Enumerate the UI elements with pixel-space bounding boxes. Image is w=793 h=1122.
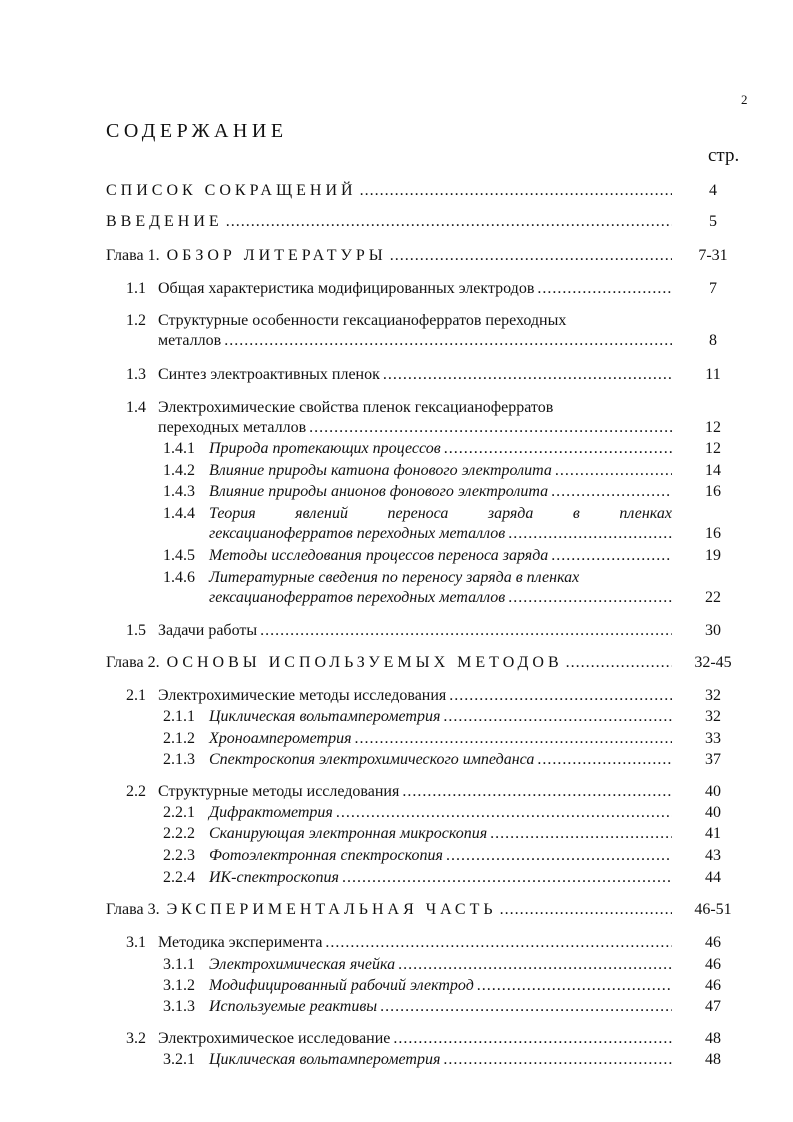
entry-page: 4: [709, 182, 717, 199]
toc-entry-1-4-5: [163, 546, 743, 566]
toc-entry-1-4: [126, 398, 743, 438]
section-number: 3.1.1: [163, 956, 195, 973]
chapter-prefix: Глава 3.: [106, 901, 160, 918]
section-number: 3.2: [126, 1030, 146, 1047]
entry-title: ИК-спектроскопия: [209, 869, 339, 886]
title-word: переноса: [387, 505, 449, 522]
leader-dots: [383, 365, 672, 385]
entry-page: 43: [705, 847, 721, 864]
leader-dots: [551, 546, 672, 566]
leader-dots: [444, 439, 672, 459]
toc-entry-chapter-1: [106, 246, 743, 266]
entry-title-line-2: металлов: [158, 332, 222, 349]
toc-entry-2-1-2: [163, 729, 743, 749]
entry-title-line-1: Литературные сведения по переносу заряда в пленках: [209, 569, 580, 586]
toc-entry-2-2-4: [163, 868, 743, 888]
leader-dots: [355, 729, 672, 749]
title-word: пленках: [619, 505, 672, 522]
leader-dots: [393, 1029, 672, 1049]
toc-entry-1-2: [126, 311, 743, 351]
entry-title-line-2: гексацианоферратов переходных металлов: [209, 525, 506, 542]
section-number: 3.1.3: [163, 998, 195, 1015]
chapter-prefix: Глава 1.: [106, 247, 160, 264]
entry-title: Влияние природы анионов фонового электролита: [209, 483, 549, 500]
section-number: 1.4.3: [163, 483, 195, 500]
entry-title: СПИСОК СОКРАЩЕНИЙ: [106, 182, 357, 199]
leader-dots: [309, 418, 672, 438]
section-number: 2.1.2: [163, 730, 195, 747]
section-number: 1.3: [126, 366, 146, 383]
toc-title: СОДЕРЖАНИЕ: [106, 120, 288, 142]
entry-page: 46: [705, 934, 721, 951]
entry-page: 19: [705, 547, 721, 564]
chapter-prefix: Глава 2.: [106, 654, 160, 671]
section-number: 2.1.1: [163, 708, 195, 725]
title-word: в: [572, 505, 580, 522]
toc-entry-3-1: [126, 933, 743, 953]
toc-entry-abbreviations: [106, 181, 743, 201]
entry-title: Циклическая вольтамперометрия: [209, 1051, 441, 1068]
page-number: 2: [741, 92, 748, 107]
leader-dots: [336, 803, 672, 823]
section-number: 3.1: [126, 934, 146, 951]
leader-dots: [500, 900, 672, 920]
entry-title: ЭКСПЕРИМЕНТАЛЬНАЯ ЧАСТЬ: [166, 901, 497, 918]
entry-page: 8: [709, 332, 717, 349]
entry-page: 33: [705, 730, 721, 747]
toc-entry-chapter-3: [106, 900, 743, 920]
entry-title: Электрохимическая ячейка: [209, 956, 396, 973]
entry-title-line-1: [209, 504, 672, 524]
section-number: 2.2.4: [163, 869, 195, 886]
entry-page: 12: [705, 419, 721, 436]
toc-entry-1-4-4: [163, 504, 743, 544]
entry-page: 46: [705, 977, 721, 994]
entry-title: ОБЗОР ЛИТЕРАТУРЫ: [166, 247, 387, 264]
entry-page: 37: [705, 751, 721, 768]
toc-entry-2-2: [126, 782, 743, 802]
entry-page: 7: [709, 280, 717, 297]
entry-title-line-1: Электрохимические свойства пленок гексацианоферратов: [158, 399, 554, 416]
entry-title: Структурные методы исследования: [158, 783, 400, 800]
toc-entry-introduction: [106, 212, 743, 232]
entry-title: Электрохимические методы исследования: [158, 687, 447, 704]
toc-entry-1-5: [126, 621, 743, 641]
entry-title-line-2: гексацианоферратов переходных металлов: [209, 589, 506, 606]
toc-entry-1-1: [126, 279, 743, 299]
title-word: Теория: [209, 505, 256, 522]
toc-entry-3-1-3: [163, 997, 743, 1017]
toc-entry-2-1-1: [163, 707, 743, 727]
leader-dots: [402, 782, 672, 802]
page-column-label: стр.: [708, 145, 740, 166]
entry-page: 16: [705, 525, 721, 542]
leader-dots: [508, 524, 672, 544]
entry-title: Влияние природы катиона фонового электролита: [209, 462, 552, 479]
section-number: 3.1.2: [163, 977, 195, 994]
leader-dots: [390, 246, 672, 266]
entry-page: 32: [705, 708, 721, 725]
leader-dots: [555, 461, 672, 481]
leader-dots: [477, 976, 672, 996]
entry-title: Фотоэлектронная спектроскопия: [209, 847, 443, 864]
entry-title: Общая характеристика модифицированных электродов: [158, 280, 535, 297]
section-number: 1.5: [126, 622, 146, 639]
leader-dots: [398, 955, 672, 975]
entry-page: 47: [705, 998, 721, 1015]
toc-entry-3-2: [126, 1029, 743, 1049]
entry-page: 48: [705, 1030, 721, 1047]
leader-dots: [449, 686, 672, 706]
section-number: 2.2.1: [163, 804, 195, 821]
entry-title: Хроноамперометрия: [209, 730, 352, 747]
entry-title: ВВЕДЕНИЕ: [106, 213, 223, 230]
toc-entry-3-1-2: [163, 976, 743, 996]
entry-title: Методы исследования процессов переноса заряда: [209, 547, 549, 564]
section-number: 1.4.5: [163, 547, 195, 564]
title-word: явлений: [295, 505, 348, 522]
leader-dots: [537, 279, 672, 299]
leader-dots: [325, 933, 672, 953]
leader-dots: [446, 846, 672, 866]
entry-page: 41: [705, 825, 721, 842]
leader-dots: [490, 824, 672, 844]
entry-page: 40: [705, 783, 721, 800]
entry-title: ОСНОВЫ ИСПОЛЬЗУЕМЫХ МЕТОДОВ: [166, 654, 563, 671]
leader-dots: [380, 997, 672, 1017]
entry-page: 22: [705, 589, 721, 606]
entry-title-line-2: переходных металлов: [158, 419, 307, 436]
entry-title: Задачи работы: [158, 622, 258, 639]
section-number: 1.1: [126, 280, 146, 297]
entry-page: 40: [705, 804, 721, 821]
entry-page: 7-31: [698, 247, 728, 264]
leader-dots: [537, 750, 672, 770]
entry-page: 46: [705, 956, 721, 973]
title-word: заряда: [487, 505, 534, 522]
entry-page: 32: [705, 687, 721, 704]
toc-entry-1-4-3: [163, 482, 743, 502]
toc-entry-2-1-3: [163, 750, 743, 770]
entry-title: Модифицированный рабочий электрод: [209, 977, 474, 994]
leader-dots: [551, 482, 672, 502]
entry-title: Спектроскопия электрохимического импеданса: [209, 751, 535, 768]
entry-title: Сканирующая электронная микроскопия: [209, 825, 488, 842]
entry-page: 44: [705, 869, 721, 886]
toc-entry-2-1: [126, 686, 743, 706]
entry-page: 16: [705, 483, 721, 500]
entry-page: 30: [705, 622, 721, 639]
entry-page: 11: [705, 366, 721, 383]
entry-page: 12: [705, 440, 721, 457]
toc-entry-3-1-1: [163, 955, 743, 975]
section-number: 2.2: [126, 783, 146, 800]
section-number: 2.1.3: [163, 751, 195, 768]
section-number: 1.4.2: [163, 462, 195, 479]
toc-entry-2-2-2: [163, 824, 743, 844]
toc-entry-1-4-6: [163, 568, 743, 608]
section-number: 3.2.1: [163, 1051, 195, 1068]
entry-page: 46-51: [694, 901, 732, 918]
leader-dots: [508, 588, 672, 608]
entry-page: 14: [705, 462, 721, 479]
section-number: 1.2: [126, 312, 146, 329]
section-number: 1.4.6: [163, 569, 195, 586]
leader-dots: [342, 868, 672, 888]
entry-title: Синтез электроактивных пленок: [158, 366, 380, 383]
toc-entry-2-2-1: [163, 803, 743, 823]
entry-title: Методика эксперимента: [158, 934, 323, 951]
leader-dots: [443, 1050, 672, 1070]
section-number: 1.4: [126, 399, 146, 416]
section-number: 2.1: [126, 687, 146, 704]
entry-page: 32-45: [694, 654, 732, 671]
section-number: 2.2.3: [163, 847, 195, 864]
toc-entry-chapter-2: [106, 653, 743, 673]
entry-page: 48: [705, 1051, 721, 1068]
entry-title: Используемые реактивы: [209, 998, 378, 1015]
entry-page: 5: [709, 213, 717, 230]
leader-dots: [226, 212, 672, 232]
toc-entry-3-2-1: [163, 1050, 743, 1070]
entry-title: Дифрактометрия: [209, 804, 333, 821]
leader-dots: [260, 621, 672, 641]
leader-dots: [224, 331, 672, 351]
entry-title: Природа протекающих процессов: [209, 440, 441, 457]
section-number: 1.4.4: [163, 505, 195, 522]
toc-entry-1-4-1: [163, 439, 743, 459]
section-number: 1.4.1: [163, 440, 195, 457]
toc-entry-2-2-3: [163, 846, 743, 866]
entry-title: Циклическая вольтамперометрия: [209, 708, 441, 725]
toc-entry-1-3: [126, 365, 743, 385]
leader-dots: [566, 653, 672, 673]
leader-dots: [360, 181, 672, 201]
leader-dots: [443, 707, 672, 727]
entry-title: Электрохимическое исследование: [158, 1030, 391, 1047]
section-number: 2.2.2: [163, 825, 195, 842]
entry-title-line-1: Структурные особенности гексацианоферратов переходных: [158, 312, 567, 329]
toc-entry-1-4-2: [163, 461, 743, 481]
